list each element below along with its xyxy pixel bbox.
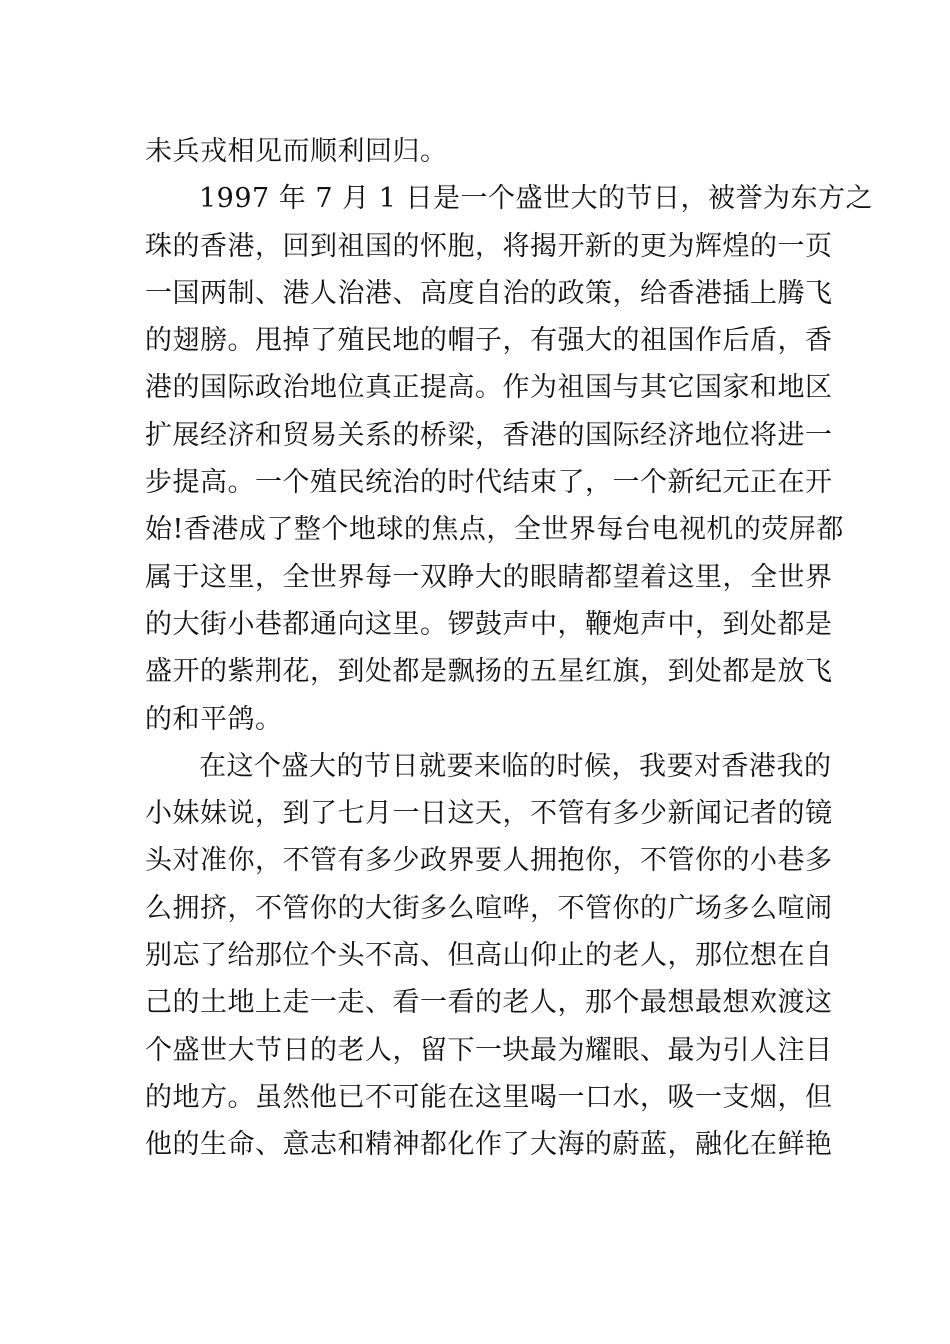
- text-line: 的大街小巷都通向这里。锣鼓声中，鞭炮声中，到处都是: [145, 608, 833, 640]
- text-line: 小妹妹说，到了七月一日这天，不管有多少新闻记者的镜: [145, 798, 833, 830]
- text-line: 港的国际政治地位真正提高。作为祖国与其它国家和地区: [145, 372, 833, 404]
- text-line: 的地方。虽然他已不可能在这里喝一口水，吸一支烟，但: [145, 1081, 833, 1113]
- text-line: 属于这里，全世界每一双睁大的眼睛都望着这里，全世界: [145, 561, 833, 593]
- text-line: 的翅膀。甩掉了殖民地的帽子，有强大的祖国作后盾，香: [145, 325, 833, 357]
- text-line: 个盛世大节日的老人，留下一块最为耀眼、最为引人注目: [145, 1034, 833, 1066]
- text-line: 1997 年 7 月 1 日是一个盛世大的节日，被誉为东方之: [199, 183, 873, 215]
- text-line: 别忘了给那位个头不高、但高山仰止的老人，那位想在自: [145, 940, 833, 972]
- text-line: 步提高。一个殖民统治的时代结束了，一个新纪元正在开: [145, 467, 833, 499]
- text-line: 扩展经济和贸易关系的桥梁，香港的国际经济地位将进一: [145, 419, 833, 451]
- text-line: 么拥挤，不管你的大街多么喧哗，不管你的广场多么喧闹: [145, 892, 833, 924]
- text-line: 未兵戎相见而顺利回归。: [145, 136, 448, 167]
- text-line: 盛开的紫荆花，到处都是飘扬的五星红旗，到处都是放飞: [145, 656, 833, 688]
- text-line: 一国两制、港人治港、高度自治的政策，给香港插上腾飞: [145, 277, 833, 309]
- text-line: 的和平鸽。: [145, 703, 283, 735]
- text-line: 他的生命、意志和精神都化作了大海的蔚蓝，融化在鲜艳: [145, 1129, 833, 1161]
- text-line: 珠的香港，回到祖国的怀胞，将揭开新的更为辉煌的一页: [145, 230, 833, 262]
- text-line: 己的土地上走一走、看一看的老人，那个最想最想欢渡这: [145, 987, 833, 1019]
- text-line: 始!香港成了整个地球的焦点，全世界每台电视机的荧屏都: [145, 514, 844, 546]
- text-line: 头对准你，不管有多少政界要人拥抱你，不管你的小巷多: [145, 845, 833, 877]
- text-line: 在这个盛大的节日就要来临的时候，我要对香港我的: [199, 750, 832, 782]
- document-body: [145, 128, 873, 1169]
